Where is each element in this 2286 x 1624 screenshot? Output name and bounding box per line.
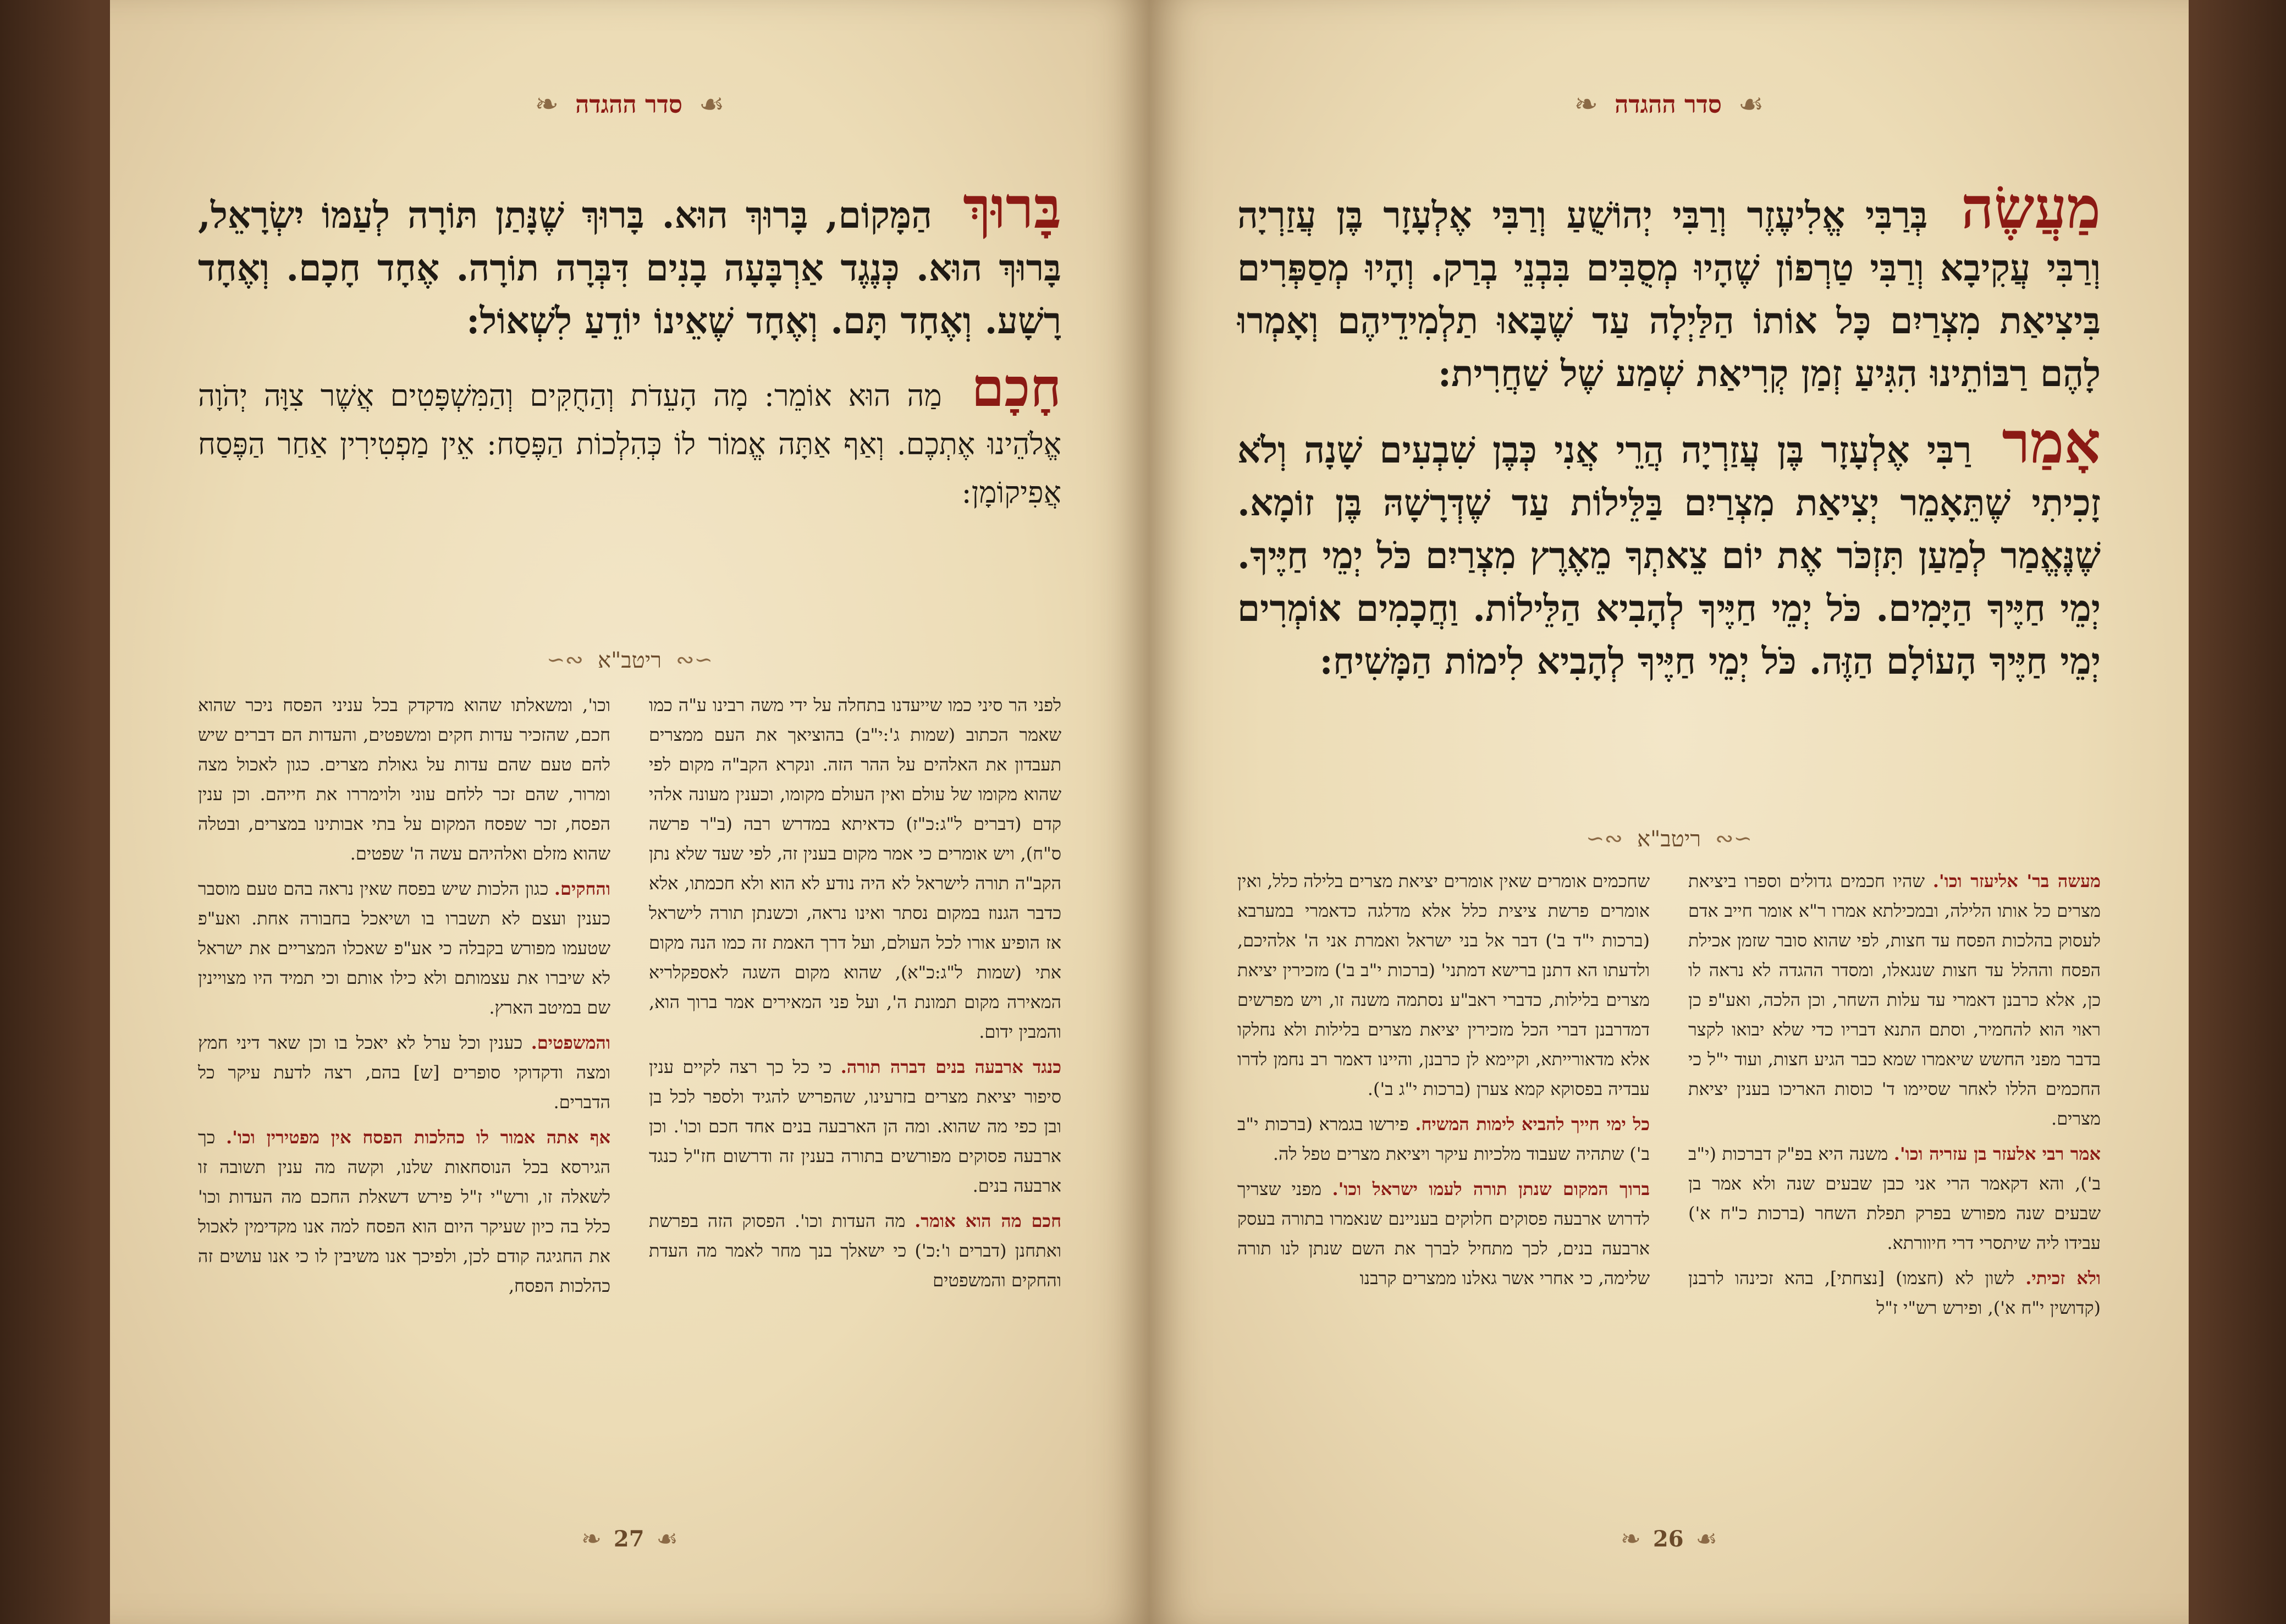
drop-word: בָּרוּךְ — [963, 174, 1061, 241]
commentary-paragraph: וכו', ומשאלתו שהוא מדקדק בכל עניני הפסח ניכר שהוא חכם, שהזכיר עדות חקים ומשפטים, והעדות הם דברים שיש להם טעם שהם עדות על גאולת מצרים. כגון לאכול מצה ומרור, שהם זכר ללחם עוני ולוימררו את חייהם. וכן ענין הפסח, זכר שפסח המקום על בתי אבותינו במצרים, ובטלה שהוא מזלם ואלהיהם עשה ה' שפטים. — [198, 695, 610, 864]
running-header — [1149, 82, 2189, 126]
paragraph — [1237, 409, 2101, 687]
commentary-paragraph: שחכמים אומרים שאין אומרים יציאת מצרים בלילה כלל, ואין אומרים פרשת ציצית כלל אלא מדלגה כדאמרי במערבא (ברכות י"ד ב') דבר אל בני ישראל ואמרת אני ה' אלהיכם, ולדעתו הא דתנן ברישא דמתני' (ברכות י"ב ב') מזכירין יציאת מצרים בלילות, כדברי ראב"ע נסתמה משנה זו, ויש מפרשים דמדרבנן דברי הכל מזכירין יציאת מצרים בלילות ולא נחלקו אלא מדאורייתא, וקיימא לן כרבנן, והיינו דאמר רב נחמן לדרו עבדיה בפסוקא קמא צערן (ברכות י"ג ב'). — [1237, 871, 1650, 1099]
ornament-icon: ∽∾ — [546, 647, 583, 673]
ornament-icon: ❧ — [581, 1524, 602, 1553]
ornament-icon: ☙ — [1738, 88, 1764, 121]
commentary-paragraph: כנגד ארבעה בנים דברה תורה. כי כל כך רצה לקיים ענין סיפור יציאת מצרים בזרעינו, שהפריש להגיד ולספר לכל בן ובן כפי מה שהוא. ומה הן הארבעה בנים אחד חכם וכו'. וכן ארבעה פסוקים מפורשים בתורה בענין זה ודרשום חז"ל כנגד ארבעה בנים. — [649, 1056, 1061, 1196]
paragraph — [1237, 174, 2101, 400]
commentary-paragraph: והחקים. כגון הלכות שיש בפסח שאין נראה בהם טעם מוסבר כענין ועצם לא תשברו בו ושיאכל בחבורה אחת. ואע"פ שטעמו מפורש בקבלה כי אע"פ שאכלו המצריים את ישראל לא שיברו את עצמותם ולא כילו אותם וכי תמיד היו מצויינין שם במיטב הארץ. — [198, 878, 610, 1018]
commentary-paragraph: לפני הר סיני כמו שייעדנו בתחלה על ידי משה רבינו ע"ה כמו שאמר הכתוב (שמות ג':י"ב) בהוציאך את העם ממצרים תעבדון את האלהים על ההר הזה. ונקרא הקב"ה מקום לפי שהוא מקומו של עולם ואין העולם מקומו, וכענין מעונה אלהי קדם (דברים ל"ג:כ"ז) כדאיתא במדרש רבה (ב"ר פרשה ס"ח), ויש אומרים כי אמר מקום בענין זה, לפי שעד שלא נתן הקב"ה תורה לישראל לא היה נודע לא הוא ולא חכמתו, אלא כדבר הגנוז במקום נסתר ואינו נראה, וכשנתן תורה לישראל אז הופיע אורו לכל העולם, ועל דרך האמת זה כמו הנה מקום אתי (שמות ל"ג:כ"א), שהוא מקום השגה לאספקלריא המאירה מקום תמונת ה', ועל פני המאירים אמר ברוך הוא, והמבין ידום. — [649, 695, 1061, 1042]
commentary-paragraph: אמר רבי אלעזר בן עזריה וכו'. משנה היא בפ"ק דברכות (י"ב ב'), והא דקאמר הרי אני כבן שבעים שנה ולא אמר בן שבעים שנה מפורש בפרק תפלת השחר (ברכות כ"ח א') עבידו ליה שיתסרי דרי חיוורתא. — [1688, 1143, 2101, 1253]
ornament-icon: ∾∽ — [1715, 826, 1753, 851]
ornament-icon: ∾∽ — [675, 647, 713, 673]
page-number — [1149, 1520, 2189, 1558]
paragraph — [198, 174, 1061, 347]
commentary-title — [110, 641, 1149, 679]
commentary-paragraph: ולא זכיתי. לשון לא (חצמו) [נצחתי], בהא זכינהו לרבנן (קדושין י"ח א'), ופירש רש"י ז"ל — [1688, 1268, 2101, 1318]
running-header — [110, 82, 1149, 126]
paragraph-text: רַבִּי אֶלְעָזָר בֶּן עֲזַרְיָה הֲרֵי אֲנִי כְּבֶן שִׁבְעִים שָׁנָה וְלֹא זָכִיתִי שֶׁתֵּאָמֵר יְצִיאַת מִצְרַיִם בַּלֵּילוֹת עַד שֶׁדְּרָשָׁהּ בֶּן זוֹמָא. שֶׁנֶּאֱמַר לְמַעַן תִּזְכֹּר אֶת יוֹם צֵאתְךָ מֵאֶרֶץ מִצְרַיִם כֹּל יְמֵי חַיֶּיךָ. יְמֵי חַיֶּיךָ הַיָּמִים. כֹּל יְמֵי חַיֶּיךָ לְהָבִיא הַלֵּילוֹת. וַחֲכָמִים אוֹמְרִים יְמֵי חַיֶּיךָ הָעוֹלָם הַזֶּה. כֹּל יְמֵי חַיֶּיךָ לְהָבִיא לִימוֹת הַמָּשִׁיחַ: — [1237, 428, 2101, 682]
paragraph-text: בְּרַבִּי אֱלִיעֶזֶר וְרַבִּי יְהוֹשֻׁעַ וְרַבִּי אֶלְעָזָר בֶּן עֲזַרְיָה וְרַבִּי עֲקִיבָא וְרַבִּי טַרְפוֹן שֶׁהָיוּ מְסֻבִּים בִּבְנֵי בְרַק. וְהָיוּ מְסַפְּרִים בִּיצִיאַת מִצְרַיִם כָּל אוֹתוֹ הַלַּיְלָה עַד שֶׁבָּאוּ תַלְמִידֵיהֶם וְאָמְרוּ לָהֶם רַבּוֹתֵינוּ הִגִּיעַ זְמַן קְרִיאַת שְׁמַע שֶׁל שַׁחֲרִית: — [1237, 194, 2101, 395]
ornament-icon: ☙ — [698, 88, 725, 121]
drop-word: אָמַר — [2002, 409, 2101, 476]
commentary-paragraph: מעשה בר' אליעזר וכו'. שהיו חכמים גדולים וספרו ביציאת מצרים כל אותו הלילה, ובמכילתא אמרו ר"א אומר חייב אדם לעסוק בהלכות הפסח עד חצות, לפי שהוא סובר שזמן אכילת הפסח וההלל עד חצות שנגאלו, ומסדר ההגדה לא נראה לו כן, אלא כרבנן דאמרי עד עלות השחר, וכן הלכה, ואע"פ כן ראוי הוא להחמיר, וסתם התנא דבריו כדי שלא יבואו לקצר בדבר מפני החשש שיאמרו שמא כבר הגיע חצות, ועוד י"ל כי החכמים הללו לאחר שסיימו ד' כוסות האריכו בענין יציאת מצרים. — [1688, 871, 2101, 1129]
header-title: סדר ההגדה — [1615, 90, 1722, 119]
commentary-title — [1149, 819, 2189, 858]
main-text — [198, 174, 1061, 533]
main-text — [1237, 174, 2101, 704]
page-left — [110, 0, 1149, 1624]
commentary-paragraph: כל ימי חייך להביא לימות המשיח. פירשו בגמרא (ברכות י"ב ב') שתהיה שעבוד מלכיות עיקר ויציאת מצרים טפל לה. — [1237, 1114, 1650, 1164]
header-title: סדר ההגדה — [575, 90, 682, 119]
commentary-title-text: ריטב"א — [598, 647, 662, 673]
commentary-columns — [1237, 866, 2101, 1471]
ornament-icon: ❧ — [1574, 88, 1599, 121]
page-number-text: 27 — [613, 1526, 645, 1552]
ornament-icon: ☙ — [1695, 1524, 1717, 1553]
ornament-icon: ❧ — [535, 88, 559, 121]
ornament-icon: ☙ — [656, 1524, 678, 1553]
page-number — [110, 1520, 1149, 1558]
drop-word: מַעֲשֶׂה — [1961, 174, 2101, 241]
page-number-text: 26 — [1652, 1526, 1684, 1552]
commentary-paragraph: ברוך המקום שנתן תורה לעמו ישראל וכו'. מפני שצריך לדרוש ארבעה פסוקים חלוקים בעניינם שנאמרו בתורה בעסק ארבעה בנים, לכך מתחיל לברך את השם שנתן לנו תורה שלימה, כי אחרי אשר גאלנו ממצרים קרבנו — [1237, 1179, 1650, 1289]
paragraph — [198, 356, 1061, 517]
commentary-column-right — [1688, 866, 2101, 1471]
commentary-columns — [198, 690, 1061, 1471]
commentary-column-left — [198, 690, 610, 1471]
commentary-column-right — [649, 690, 1061, 1471]
commentary-column-left — [1237, 866, 1650, 1471]
ornament-icon: ❧ — [1621, 1524, 1641, 1553]
drop-word: חָכָם — [971, 356, 1061, 419]
commentary-paragraph: אף אתה אמור לו כהלכות הפסח אין מפטירין וכו'. כך הגירסא בכל הנוסחאות שלנו, וקשה מה ענין תשובה זו לשאלה זו, ורש"י ז"ל פירש דשאלת החכם מה העדות וכו' כלל בה כיון שעיקר היום הוא הפסח למה אנו מקדימין לאכול את החגיגה קודם לכן, ולפיכך אנו משיבין לו כי אנו עושים זה כהלכות הפסח, — [198, 1127, 610, 1296]
paragraph-text: מַה הוּא אוֹמֵר: מָה הָעֵדֹת וְהַחֻקִּים וְהַמִּשְׁפָּטִים אֲשֶׁר צִוָּה יְהֹוָה אֱלֹהֵינוּ אֶתְכֶם. וְאַף אַתָּה אֱמוֹר לוֹ כְּהִלְכוֹת הַפֶּסַח: אֵין מַפְטִירִין אַחַר הַפֶּסַח אֲפִיקוֹמָן: — [198, 378, 1061, 510]
paragraph-text: הַמָּקוֹם, בָּרוּךְ הוּא. בָּרוּךְ שֶׁנָּתַן תּוֹרָה לְעַמּוֹ יִשְׂרָאֵל, בָּרוּךְ הוּא. כְּנֶגֶד אַרְבָּעָה בָנִים דִּבְּרָה תוֹרָה. אֶחָד חָכָם. וְאֶחָד רָשָׁע. וְאֶחָד תָּם. וְאֶחָד שֶׁאֵינוֹ יוֹדֵעַ לִשְׁאוֹל: — [198, 194, 1061, 342]
commentary-paragraph: והמשפטים. כענין וכל ערל לא יאכל בו וכן שאר דיני חמץ ומצה ודקדוקי סופרים [ש] בהם, רצה לדעת עיקר כל הדברים. — [198, 1032, 610, 1113]
commentary-title-text: ריטב"א — [1637, 826, 1701, 852]
commentary-paragraph: חכם מה הוא אומר. מה העדות וכו'. הפסוק הזה בפרשת ואתחנן (דברים ו':כ') כי ישאלך בנך מחר לאמר מה העדת והחקים והמשפטים — [649, 1210, 1061, 1291]
ornament-icon: ∽∾ — [1585, 826, 1623, 851]
page-right — [1149, 0, 2189, 1624]
